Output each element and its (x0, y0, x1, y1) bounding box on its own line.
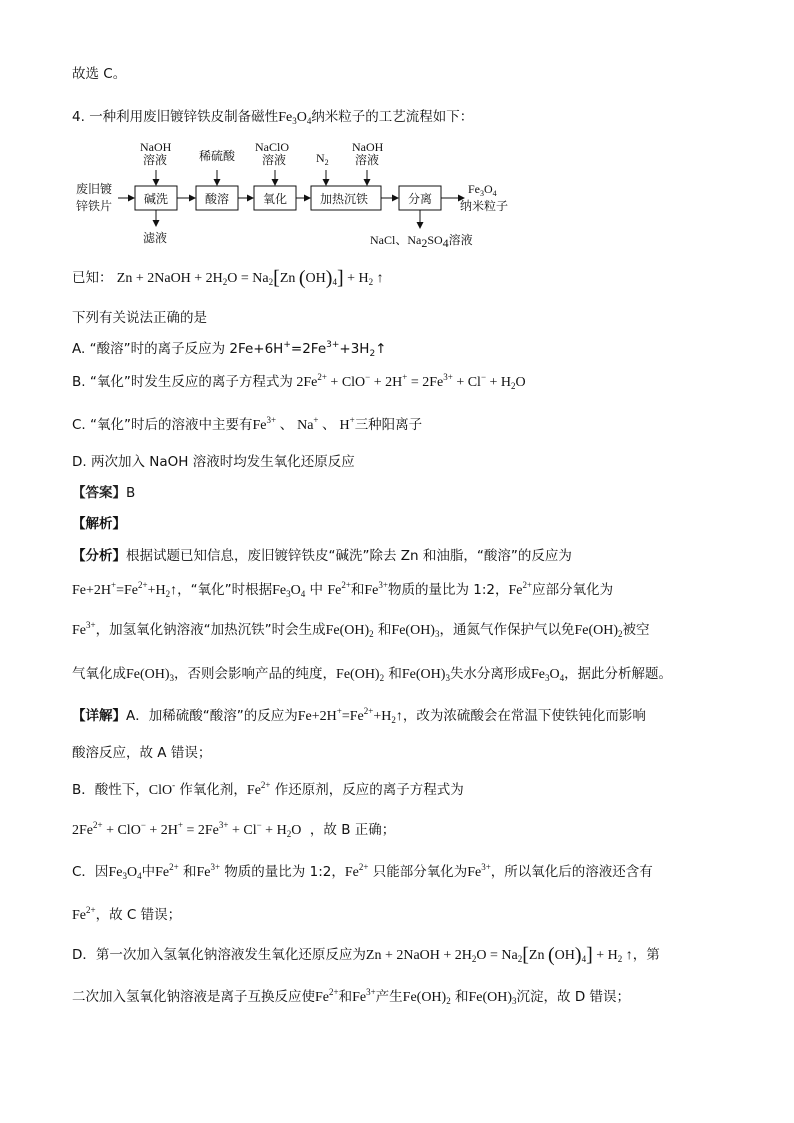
reagent-n2: $N_2$ (316, 151, 329, 167)
process-flow-diagram (0, 0, 794, 260)
product-formula: $Fe_3O_4$ (468, 182, 497, 198)
detail-c-line-2: $Fe^{2+}$，故 C 错误； (72, 905, 182, 923)
box-label-oxidize: 氧化 (263, 192, 288, 206)
detail-b-line-1: B．酸性下，ClO- 作氧化剂，$Fe^{2+}$ 作还原剂，反应的离子方程式为 (72, 780, 464, 798)
reagent-naoh-1-solution: 溶液 (143, 153, 168, 167)
analysis-label: 【解析】 (72, 516, 126, 532)
detail-d-line-1: D．第一次加入氢氧化钠溶液发生氧化还原反应为Zn + 2NaOH + $2H_2O = Na_2[Zn$ $(OH)_4] + H_2$ ↑，第 (72, 944, 660, 966)
detail-a-line-1: 【详解】A．加稀硫酸“酸溶”的反应为$Fe+2H^+=Fe^{2+}+H_2↑$，改为浓硫酸会在常温下使铁钝化而影响 (72, 706, 646, 725)
reagent-naclo-solution: 溶液 (262, 153, 287, 167)
answer-line (72, 483, 135, 503)
reagent-naoh-2-solution: 溶液 (355, 153, 380, 167)
input-label-line2: 锌铁片 (76, 199, 113, 213)
reagent-naoh-1: NaOH (140, 140, 172, 154)
question-stem: 4. 一种利用废旧镀锌铁皮制备磁性$Fe_3O_4$纳米粒子的工艺流程如下： (72, 109, 474, 126)
previous-answer-line: 故选 C。 (72, 66, 127, 82)
detail-a-line-2: 酸溶反应，故 A 错误； (72, 745, 212, 761)
analysis-line-2: $Fe+2H^+=Fe^{2+}+H_2↑$，“氧化”时根据$Fe_3O_4$ 中 $Fe^{2+}$和$Fe^{3+}$物质的量比为 1:2，$Fe^{2+}$应部分氧化为 (72, 580, 614, 599)
answer-label: 【答案】 (72, 485, 126, 501)
box-label-alkali-wash: 碱洗 (144, 192, 169, 206)
question-ask: 下列有关说法正确的是 (72, 310, 207, 326)
analysis-line-3: $Fe^{3+}$，加氢氧化钠溶液“加热沉铁”时会生成$Fe(OH)_2$ 和$Fe(OH)_3$，通氮气作保护气以免$Fe(OH)_2$被空 (72, 620, 650, 639)
reagent-dilute-sulfuric-acid: 稀硫酸 (199, 149, 236, 163)
analysis-line-1: 【分析】根据试题已知信息，废旧镀锌铁皮“碱洗”除去 Zn 和油脂，“酸溶”的反应为 (72, 548, 572, 564)
known-equation-line: 已知： Zn + 2NaOH + $2H_2O = Na_2[Zn$ $(OH)_4] + H_2$ ↑ (72, 267, 384, 289)
question-number: 4. (72, 109, 85, 125)
filtrate-label: 滤液 (143, 231, 168, 245)
reagent-naclo: NaClO (255, 140, 289, 154)
option-b[interactable]: B. “氧化”时发生反应的离子方程式为 $2Fe^{2+} + ClO^- + 2H^+ = 2Fe^{3+} + Cl^- + H_2O$ (72, 372, 526, 391)
detail-c-line-1: C．因$Fe_3O_4$中$Fe^{2+}$ 和$Fe^{3+}$ 物质的量比为 1:2，$Fe^{2+}$ 只能部分氧化为$Fe^{3+}$，所以氧化后的溶液还含有 (72, 862, 653, 881)
analysis-line-4: 气氧化成$Fe(OH)_3$，否则会影响产品的纯度，$Fe(OH)_2$ 和$Fe(OH)_3$失水分离形成$Fe_3O_4$，据此分析解题。 (72, 666, 673, 683)
box-label-acid-dissolve: 酸溶 (205, 192, 230, 206)
box-label-separate: 分离 (408, 192, 433, 206)
box-label-heat-precipitate: 加热沉铁 (320, 192, 369, 206)
option-c[interactable]: C. “氧化”时后的溶液中主要有$Fe^{3+}$ 、 Na+ 、 H+三种阳离子 (72, 415, 423, 433)
answer-value: B (126, 485, 136, 501)
option-d[interactable]: D. 两次加入 NaOH 溶液时均发生氧化还原反应 (72, 454, 355, 470)
waste-solution-label: NaCl、Na2SO4溶液 (370, 233, 473, 250)
detail-d-line-2: 二次加入氢氧化钠溶液是离子互换反应使$Fe^{2+}$和$Fe^{3+}$产生$Fe(OH)_2$ 和$Fe(OH)_3$沉淀，故 D 错误； (72, 987, 631, 1006)
product-label: 纳米粒子 (460, 199, 509, 213)
option-a[interactable]: A. “酸溶”时的离子反应为 $2Fe+6H^+=2Fe^{3+}+3H_2↑$ (72, 340, 387, 359)
input-label-line1: 废旧镀 (76, 182, 113, 196)
detail-b-line-2: $2Fe^{2+} + ClO^- + 2H^+ = 2Fe^{3+} + Cl^- + H_2O$ ，故 B 正确； (72, 820, 396, 839)
reagent-naoh-2: NaOH (352, 140, 384, 154)
